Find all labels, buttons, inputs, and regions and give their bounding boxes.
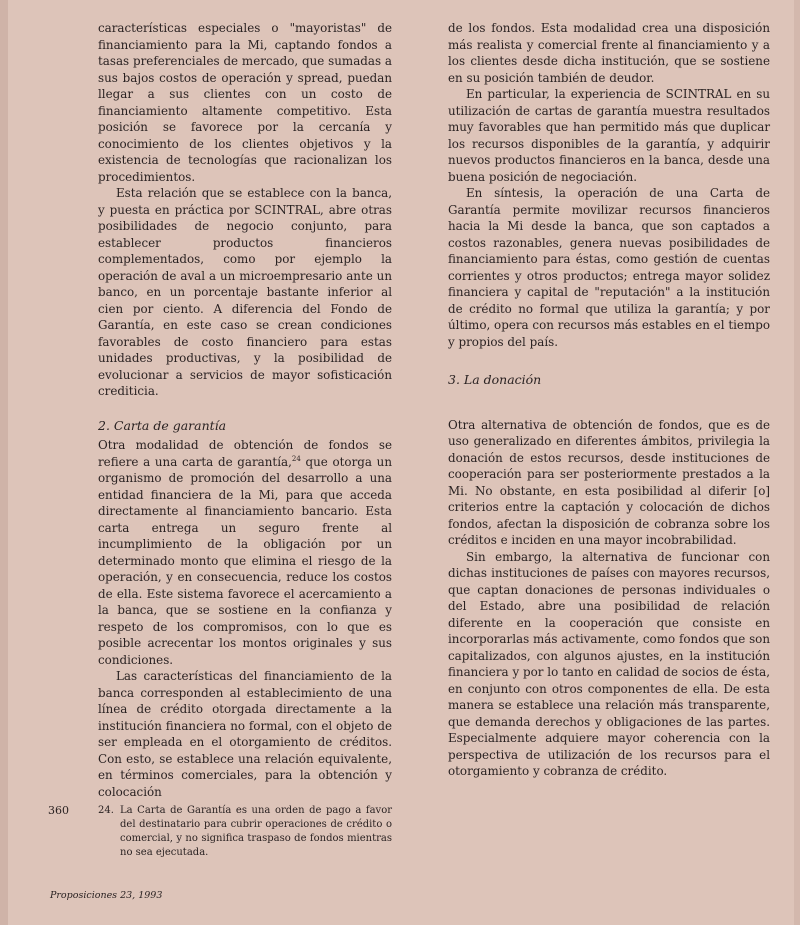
page-number: 360 bbox=[48, 804, 69, 817]
left-column bbox=[98, 20, 392, 800]
paragraph: características especiales o "mayoristas" de financiamiento para la Mi, captando fondos a tasas preferenciales de mercado, que sumadas a sus bajos costos de operación y spread, puedan llegar a sus clientes con un costo de financiamiento altamente competitivo. Esta posición se favorece por la cercanía y conocimiento de los clientes objetivos y la existencia de tecnologías que racionalizan los procedimientos. bbox=[98, 21, 392, 184]
paragraph: Otra alternativa de obtención de fondos, que es de uso generalizado en diferentes ámbitos, privilegia la donación de estos recursos, desde instituciones de cooperación para ser posteriormente prestados a la Mi. No obstante, en esta posibilidad al diferir [o] criterios entre la captación y colocación de dichos fondos, afectan la disposición de cobranza sobre los créditos e inciden en una mayor incobrabilidad. bbox=[448, 417, 770, 547]
scan-edge-left bbox=[0, 0, 8, 925]
paragraph-text: que otorga un organismo de promoción del desarrollo a una entidad financiera de la Mi, para que acceda directamente al financiamiento bancario. Esta carta entrega un seguro frente al incumplimiento de la obligación por un determinado monto que elimina el riesgo de la operación, y en consecuencia, reduce los costos de ella. Este sistema favorece el acercamiento a la banca, que se sostiene en la confianza y respeto de los compromisos, con lo que es posible acrecentar los montos originales y sus condiciones. bbox=[98, 454, 392, 667]
section-heading: 3. La donación bbox=[448, 372, 542, 387]
footnote-marker: 24. bbox=[98, 805, 114, 816]
section-heading: 2. Carta de garantía bbox=[98, 417, 227, 433]
paragraph bbox=[98, 437, 392, 668]
footnote-text: La Carta de Garantía es una orden de pago a favor del destinatario para cubrir operaciones de crédito o comercial, y no significa traspaso de fondos mientras no sea ejecutada. bbox=[120, 805, 392, 858]
paragraph: Sin embargo, la alternativa de funcionar con dichas instituciones de países con mayores recursos, que captan donaciones de personas individuales o del Estado, abre una posibilidad de relación diferente en la cooperación que consiste en incorporarlas más activamente, como fondos que son capitalizados, con algunos ajustes, en la institución financiera y por lo tanto en calidad de socios de ésta, en conjunto con otros componentes de ella. De esta manera se establece una relación más transparente, que demanda derechos y obligaciones de las partes. Especialmente adquiere mayor coherencia con la perspectiva de utilización de los recursos para el otorgamiento y cobranza de crédito. bbox=[448, 549, 770, 778]
paragraph: Esta relación que se establece con la banca, y puesta en práctica por SCINTRAL, abre otras posibilidades de negocio conjunto, para establecer productos financieros complementados, como por ejemplo la operación de aval a un microempresario ante un banco, en un porcentaje bastante inferior al cien por ciento. A diferencia del Fondo de Garantía, en este caso se crean condiciones favorables de costo financiero para estas unidades productivas, y la posibilidad de evolucionar a servicios de mayor sofisticación crediticia. bbox=[98, 186, 392, 398]
paragraph: Las características del financiamiento de la banca corresponden al establecimiento de una línea de crédito otorgada directamente a la institución financiera no formal, con el objeto de ser empleada en el otorgamiento de créditos. Con esto, se establece una relación equivalente, en términos comerciales, para la obtención y colocación bbox=[98, 669, 392, 799]
paragraph-text: Otra modalidad de obtención de fondos se refiere a una carta de garantía, bbox=[98, 438, 392, 469]
scan-edge-right bbox=[794, 0, 800, 925]
paragraph: En particular, la experiencia de SCINTRAL en su utilización de cartas de garantía muestra resultados muy favorables que han permitido más que duplicar los recursos disponibles de la garantía, y adquirir nuevos productos financieros en la banca, desde una buena posición de negociación. bbox=[448, 87, 770, 184]
right-column bbox=[448, 20, 770, 780]
publication-footer: Proposiciones 23, 1993 bbox=[50, 890, 163, 901]
footnote-reference: 24 bbox=[291, 454, 301, 463]
paragraph: En síntesis, la operación de una Carta de Garantía permite movilizar recursos financieros hacia la Mi desde la banca, que son captados a costos razonables, genera nuevas posibilidades de financiamiento para éstas, como gestión de cuentas corrientes y otros productos; entrega mayor solidez financiera y capital de "reputación" a la institución de crédito no formal que utiliza la garantía; y por último, opera con recursos más estables en el tiempo y propios del país. bbox=[448, 186, 770, 349]
footnote bbox=[98, 804, 392, 860]
paragraph: de los fondos. Esta modalidad crea una disposición más realista y comercial frente al financiamiento y a los clientes desde dicha institución, que se sostiene en su posición también de deudor. bbox=[448, 21, 770, 85]
